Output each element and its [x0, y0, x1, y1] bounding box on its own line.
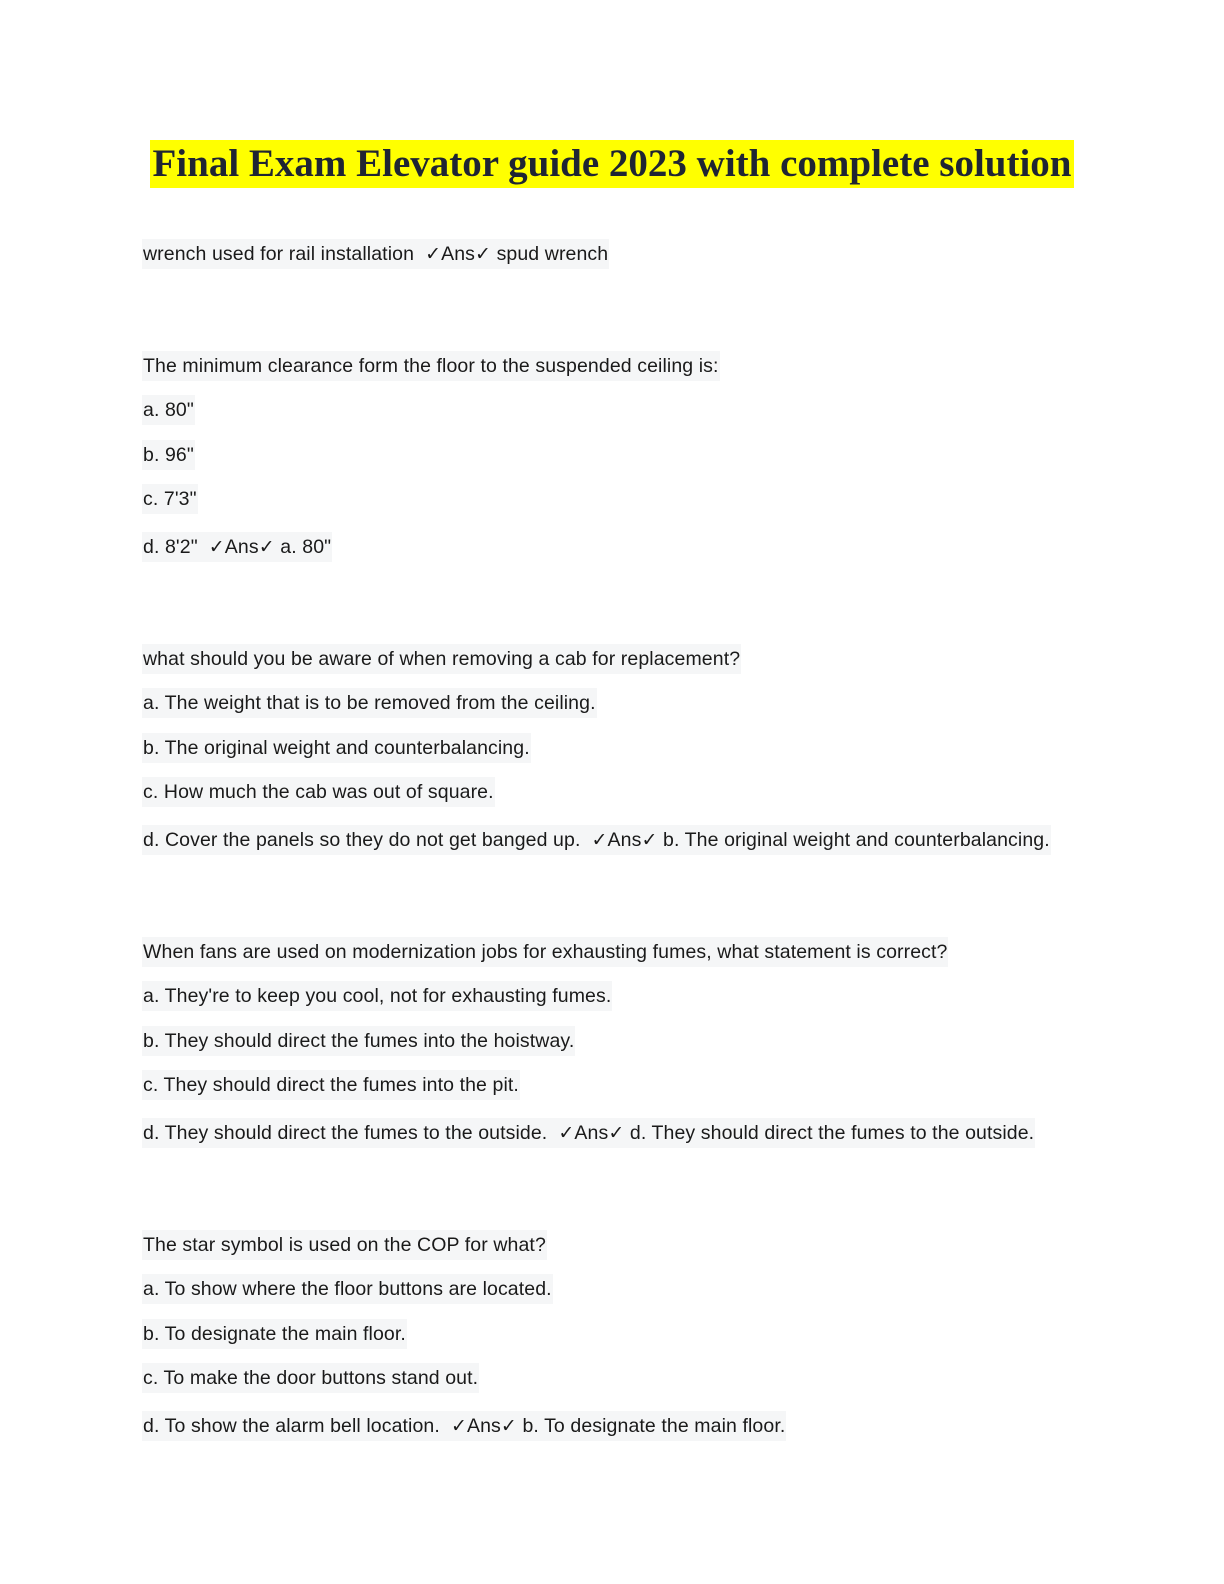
option-text-box — [142, 1026, 575, 1056]
answer-text: b. The original weight and counterbalancing. — [663, 828, 1050, 851]
option-line — [142, 681, 1142, 726]
question-text: When fans are used on modernization jobs for exhausting fumes, what statement is correct? — [143, 940, 948, 963]
option-text-box — [142, 1118, 1035, 1148]
option-line — [142, 1063, 1142, 1108]
option-line — [142, 1311, 1142, 1356]
option-text: d. Cover the panels so they do not get banged up. — [143, 828, 581, 851]
option-text-box — [142, 733, 531, 763]
answer-line — [142, 1400, 1142, 1449]
option-text: c. 7'3" — [143, 488, 197, 510]
question-text-box — [142, 937, 948, 967]
question-list — [142, 228, 1142, 1449]
answer-line — [142, 1107, 1142, 1156]
answer-text: a. 80" — [280, 535, 332, 558]
check-icon: ✓ — [608, 1121, 625, 1144]
answer-marker: Ans — [224, 535, 259, 558]
option-text-box — [142, 1363, 479, 1393]
option-text-box — [142, 395, 195, 425]
question-block — [142, 929, 1142, 1156]
title-wrapper — [0, 140, 1224, 188]
answer-marker: Ans — [574, 1121, 609, 1144]
option-text: c. To make the door buttons stand out. — [143, 1367, 479, 1389]
answer-marker: Ans — [466, 1414, 501, 1437]
check-icon: ✓ — [208, 535, 225, 558]
question-block — [142, 228, 1142, 277]
option-text-box — [142, 1274, 553, 1304]
option-line — [142, 388, 1142, 433]
question-block — [142, 636, 1142, 863]
option-text-box — [142, 484, 198, 514]
option-text-box — [142, 825, 1051, 855]
option-text: b. To designate the main floor. — [143, 1322, 406, 1345]
answer-marker: Ans — [607, 828, 642, 851]
question-text: what should you be aware of when removing a cab for replacement? — [143, 647, 741, 670]
question-text-box — [142, 239, 609, 269]
option-text-box — [142, 688, 597, 718]
option-text-box — [142, 440, 195, 470]
option-text-box — [142, 532, 332, 562]
option-text-box — [142, 1319, 407, 1349]
option-text: a. The weight that is to be removed from the ceiling. — [143, 692, 596, 714]
question-line — [142, 1222, 1142, 1267]
answer-line — [142, 521, 1142, 570]
option-text: c. How much the cab was out of square. — [143, 781, 494, 803]
check-icon: ✓ — [475, 242, 492, 265]
question-text-box — [142, 351, 720, 381]
question-text: The minimum clearance form the floor to the suspended ceiling is: — [143, 354, 719, 377]
option-line — [142, 770, 1142, 815]
question-text-box — [142, 644, 741, 674]
answer-line — [142, 814, 1142, 863]
question-text: wrench used for rail installation — [143, 242, 415, 265]
answer-marker: Ans — [441, 242, 475, 265]
question-text-box — [142, 1230, 547, 1260]
check-icon: ✓ — [425, 242, 442, 265]
answer-line — [142, 228, 1142, 277]
option-line — [142, 477, 1142, 522]
option-text-box — [142, 1411, 786, 1441]
check-icon: ✓ — [641, 828, 658, 851]
option-text-box — [142, 981, 612, 1011]
option-text: c. They should direct the fumes into the pit. — [143, 1074, 519, 1096]
option-text: a. They're to keep you cool, not for exhausting fumes. — [143, 985, 612, 1007]
check-icon: ✓ — [500, 1414, 517, 1437]
answer-text: b. To designate the main floor. — [522, 1414, 786, 1437]
option-text: a. 80" — [143, 399, 194, 421]
option-text: b. They should direct the fumes into the hoistway. — [143, 1029, 575, 1052]
option-text: d. 8'2" — [143, 535, 198, 558]
option-line — [142, 432, 1142, 477]
question-block — [142, 1222, 1142, 1449]
option-text: d. They should direct the fumes to the outside. — [143, 1121, 548, 1144]
answer-text: d. They should direct the fumes to the outside. — [629, 1121, 1035, 1144]
option-text-box — [142, 777, 495, 807]
option-text: b. The original weight and counterbalancing. — [143, 736, 530, 759]
option-line — [142, 725, 1142, 770]
check-icon: ✓ — [450, 1414, 467, 1437]
option-line — [142, 974, 1142, 1019]
check-icon: ✓ — [591, 828, 608, 851]
question-line — [142, 929, 1142, 974]
question-line — [142, 343, 1142, 388]
option-text: a. To show where the floor buttons are located. — [143, 1278, 552, 1300]
check-icon: ✓ — [258, 535, 275, 558]
option-text: b. 96" — [143, 443, 194, 466]
question-line — [142, 636, 1142, 681]
check-icon: ✓ — [558, 1121, 575, 1144]
option-line — [142, 1267, 1142, 1312]
question-block — [142, 343, 1142, 570]
option-text: d. To show the alarm bell location. — [143, 1414, 440, 1437]
question-text: The star symbol is used on the COP for what? — [143, 1233, 546, 1256]
document-title: Final Exam Elevator guide 2023 with complete solution — [150, 140, 1073, 188]
option-line — [142, 1018, 1142, 1063]
answer-text: spud wrench — [496, 242, 609, 265]
option-text-box — [142, 1070, 520, 1100]
option-line — [142, 1356, 1142, 1401]
